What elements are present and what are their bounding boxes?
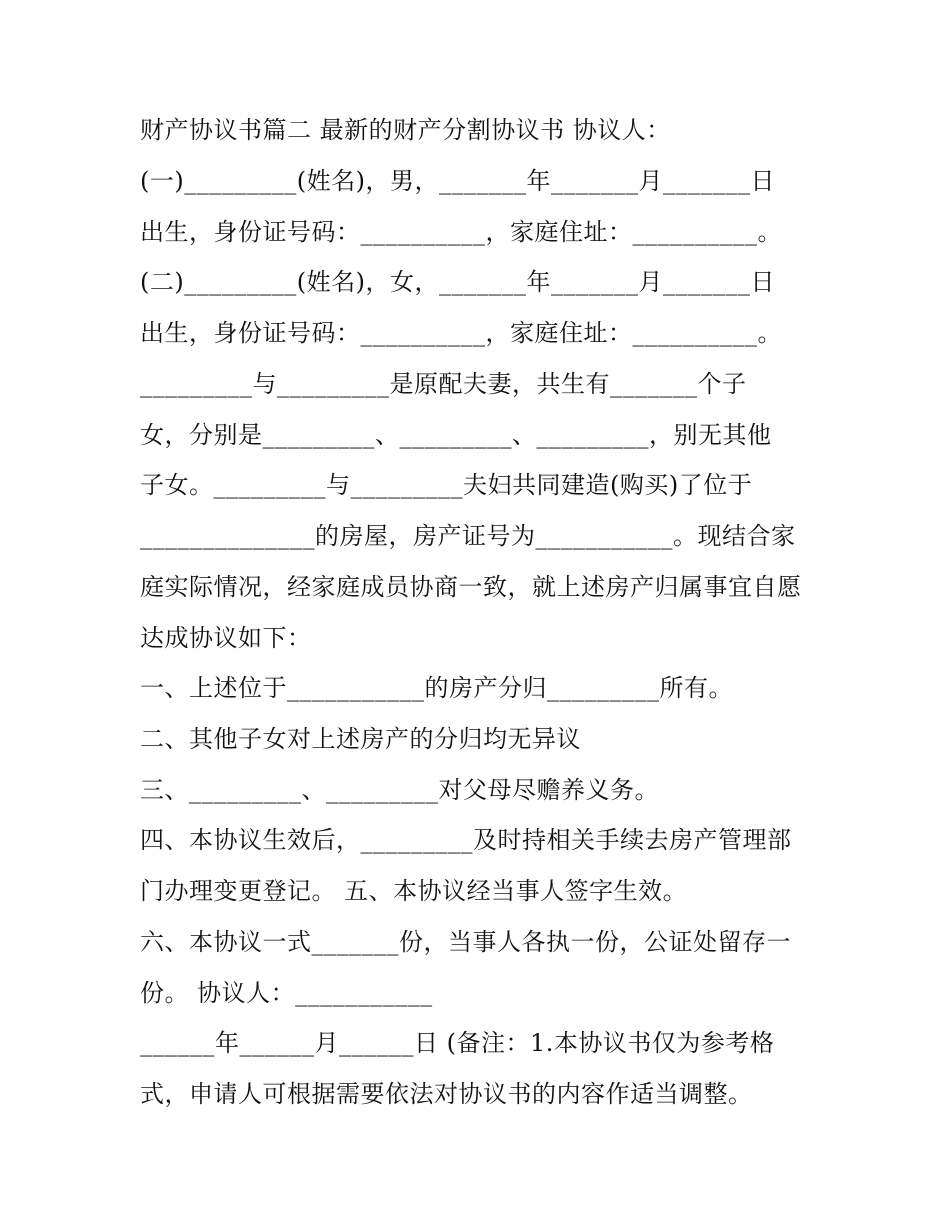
text-line-party-1-id: 出生，身份证号码：__________，家庭住址：__________。 xyxy=(140,218,782,246)
text-line-clause-4-5: 门办理变更登记。 五、本协议经当事人签字生效。 xyxy=(140,877,688,905)
text-line-clause-6: 六、本协议一式_______份，当事人各执一份，公证处留存一 xyxy=(140,928,791,956)
text-line-party-2: (二)_________(姓名)，女，_______年_______月_______日 xyxy=(140,268,775,296)
text-line-certificate: ______________的房屋，房产证号为___________。现结合家 xyxy=(140,522,796,550)
text-line-marriage: _________与_________是原配夫妻，共生有_______个子 xyxy=(140,370,747,398)
text-line-children: 女，分别是_________、_________、_________，别无其他 xyxy=(140,421,772,449)
text-line-date-note: ______年______月______日 (备注：1.本协议书仅为参考格 xyxy=(140,1029,775,1057)
text-line-clause-4: 四、本协议生效后，_________及时持相关手续去房产管理部 xyxy=(140,826,792,854)
text-line-title: 财产协议书篇二 最新的财产分割协议书 协议人： xyxy=(140,116,671,144)
text-line-party-2-id: 出生，身份证号码：__________，家庭住址：__________。 xyxy=(140,319,782,347)
text-line-property: 子女。_________与_________夫妇共同建造(购买)了位于 xyxy=(140,471,753,499)
text-line-party-1: (一)_________(姓名)，男，_______年_______月_______日 xyxy=(140,167,775,195)
text-line-circumstances: 庭实际情况，经家庭成员协商一致，就上述房产归属事宜自愿 xyxy=(140,573,802,601)
text-line-signatory: 份。 协议人：___________ xyxy=(140,979,433,1007)
text-line-clause-3: 三、_________、_________对父母尽赡养义务。 xyxy=(140,776,659,804)
text-line-clause-2: 二、其他子女对上述房产的分归均无异议 xyxy=(140,725,581,753)
text-line-note-cont: 式，申请人可根据需要依法对协议书的内容作适当调整。 xyxy=(140,1080,753,1108)
text-line-agreement-intro: 达成协议如下： xyxy=(140,624,312,652)
text-line-clause-1: 一、上述位于___________的房产分归_________所有。 xyxy=(140,674,733,702)
